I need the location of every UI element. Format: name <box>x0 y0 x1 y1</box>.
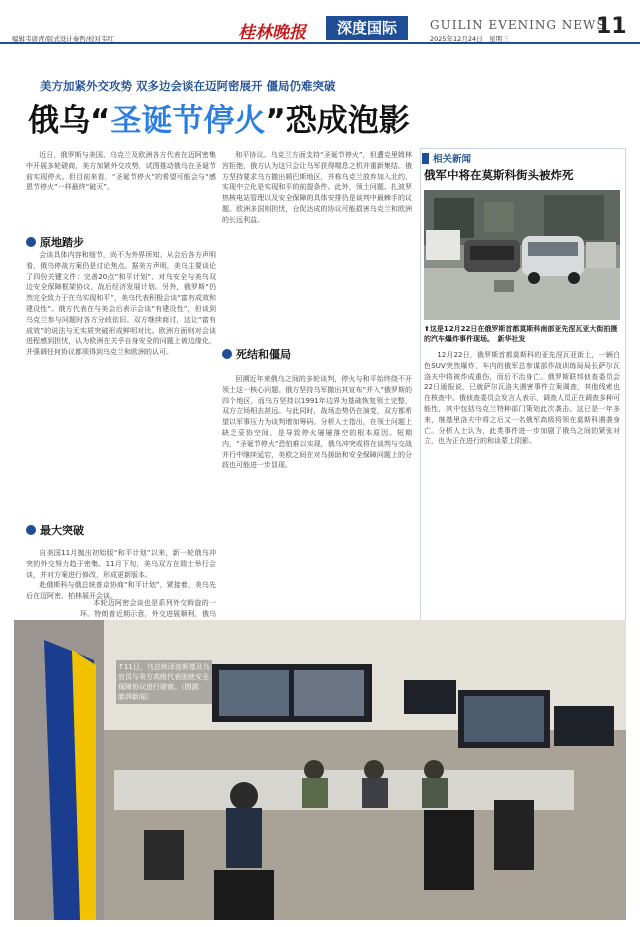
headline-pre: 俄乌“ <box>28 103 111 139</box>
section-2c-text: 本轮迈阿密会谈也是系列外交斡旋的一环。特朗普近期示意，外交进展顺利，俄乌 <box>80 599 216 618</box>
bullet-icon <box>26 237 36 247</box>
tag-marker-icon <box>422 153 429 164</box>
meeting-photo <box>14 620 626 920</box>
column-2-text: 和平协议。乌克兰方面支持“圣诞节停火”，但遭克里姆林宫拒绝，俄方认为这只会让乌军获得喘息之机并重新集结。俄方坚持要求乌方撤出顿巴斯地区，并称乌克兰放弃加入北约、实现中立化是实现和平的前提条件。此外，领土问题、扎波罗热核电站管理以及安全保障的具体安排仍是谈判中最棘手的议题。欧洲多国则担忧，仓促达成的协议可能损害乌克兰和欧洲的长远利益。 <box>222 151 412 224</box>
section-2b-text: 赴俄斯科与俄总统普京协商“和平计划”，紧接着，美乌先后在迈阿密、柏林展开会谈。 <box>26 581 216 600</box>
related-tag-label: 相关新闻 <box>433 154 472 165</box>
subhead-2-label: 最大突破 <box>40 524 84 537</box>
subhead-2 <box>26 522 84 538</box>
editors-credit: 编辑韦唐青/版式设计秦哲/校对韦红 <box>12 35 114 43</box>
page-number: 11 <box>596 14 627 39</box>
issue-date: 2025年12月24日 星期三 <box>430 35 509 43</box>
bullet-icon <box>26 525 36 535</box>
bullet-icon <box>222 349 232 359</box>
subhead-3 <box>222 346 291 362</box>
subhead-1-label: 原地踏步 <box>40 236 84 249</box>
meeting-photo-caption: ↑11日，乌总统泽连斯基及乌官员与美方高级代表团就安全保障协议进行磋商。（图源：澎湃新闻） <box>116 660 212 704</box>
headline-post: ”恐成泡影 <box>265 103 410 139</box>
subhead-1 <box>26 234 84 250</box>
related-news-title: 俄军中将在莫斯科街头被炸死 <box>424 168 574 182</box>
small-photo-caption: ⬆这是12月22日在俄罗斯首都莫斯科南部亚先涅瓦亚大街拍摄的汽车爆炸事件现场。 新华社发 <box>424 325 618 343</box>
subhead-3-label: 死结和僵局 <box>236 348 291 361</box>
section-2-text: 自美国11月抛出初始版“和平计划”以来，新一轮俄乌冲突的外交努力趋于密集。11月下旬，美乌双方在瑞士举行会谈，并对方案进行修改，形成更新版本。 <box>26 549 216 579</box>
intro-paragraph: 近日，俄罗斯与美国、乌克兰及欧洲各方代表在迈阿密集中开展多轮磋商，美方加紧外交攻势，试图推动俄乌在圣诞节前实现停火。但目前来看，“圣诞节停火”的希望可能会与“感恩节停火”一样最终“破灭”。 <box>26 151 216 192</box>
article-headline <box>28 95 628 140</box>
article-kicker: 美方加紧外交攻势 双多边会谈在迈阿密展开 僵局仍难突破 <box>40 79 336 93</box>
related-news-body: 12月22日，俄罗斯首都莫斯科的亚先涅瓦亚街上，一辆白色SUV突然爆炸，车内的俄军总参谋部作战训练局局长萨尔瓦洛夫中将被炸成重伤，而后不治身亡。俄罗斯联邦侦查委员会22日通报说，已就萨尔瓦洛夫遇害事件立案调查，其他线索也在核查中。俄侦查委员会发言人表示，调查人员正在调查多种可能性，其中包括乌克兰特种部门策划此次袭击。这已是一年多来，继基里洛夫中将之后又一名俄军高级将领在莫斯科遇袭身亡。分析人士认为，此类事件进一步加剧了俄乌之间的紧张对立，也为正在进行的和谈蒙上阴影。 <box>424 351 620 446</box>
related-news-tag <box>422 151 471 165</box>
section-label: 深度国际 <box>326 16 408 40</box>
newspaper-logo: 桂林晚报 <box>238 23 306 43</box>
section-1-text: 会谈具体内容和细节，尚不为外界所知。从会后各方声明看，俄乌停战方案仍是讨论焦点。据美方声明，美乌主要谈论了四份关键文件：完善20点“和平计划”、对乌安全与美乌双边安全保障框架协议、战后经济发展计划。另外，俄罗斯“仍然完全致力于在乌实现和平”，美乌代表积极会谈“富有成效和建设性”。俄方代表在与美会后表示会谈“有建设性”，但谈到乌克兰参与问题时各方分歧依旧。双方继续商讨，这让“富有成效”的说法与无实质突破形成鲜明对比。欧洲方面则对会谈进程感到担忧，认为欧洲在关乎自身安全的问题上被边缘化，并强调任何协议都须得到乌克兰和欧洲的认可。 <box>26 251 216 357</box>
english-name: GUILIN EVENING NEWS <box>430 18 606 32</box>
car-explosion-photo <box>424 190 620 320</box>
headline-highlight: 圣诞节停火 <box>110 103 266 139</box>
section-3-text: 回溯近年来俄乌之间的多轮谈判，停火与和平始终绕不开领土这一核心问题。俄方坚持乌军撤出其宣布“并入”俄罗斯的四个地区，而乌方坚持以1991年边界为基础恢复领土完整，双方立场相去甚远。与此同时，战场态势仍在演变，双方都希望以军事压力为谈判增加筹码。分析人士指出，在领土问题上缺乏妥协空间，是导致停火屡屡落空的根本原因。短期内，“圣诞节停火”恐怕难以实现，俄乌冲突或将在谈判与交战并行中继续延宕，美欧之间在对乌援助和安全保障问题上的分歧也可能进一步显现。 <box>222 375 412 470</box>
